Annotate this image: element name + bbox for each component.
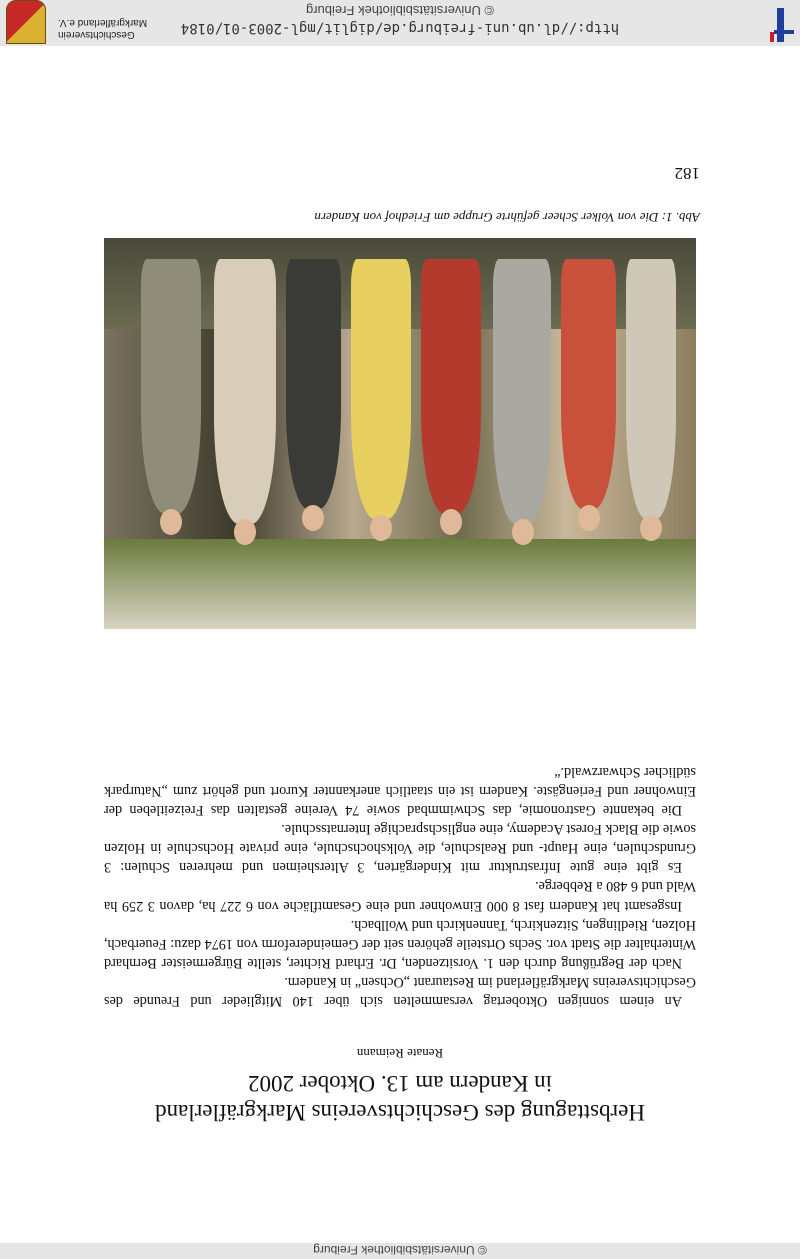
person-figure xyxy=(421,259,481,514)
title-line: Herbsttagung des Geschichtsvereins Markgräflerland xyxy=(155,1100,645,1125)
person-figure xyxy=(351,259,411,519)
person-head xyxy=(234,519,256,545)
copyright-text: © Universitätsbibliothek Freiburg xyxy=(305,3,495,18)
paragraph: An einem sonnigen Oktobertag versammelten sich über 140 Mitglieder und Freunde des Geschichtsvereins Markgräflerland im Restaurant „Ochsen“ in Kandern. xyxy=(104,973,696,1009)
group-photo xyxy=(104,238,696,629)
paragraph: Nach der Begrüßung durch den 1. Vorsitzenden, Dr. Erhard Richter, stellte Bürgermeister Bernhard Winterhalter die Stadt vor. Sechs Ortsteile gehören seit der Gemeindereform von 1974 dazu: Feuerbach, Holzen, Riedlingen, Sitzenkirch, Tannenkirch und Wollbach. xyxy=(104,916,696,971)
person-head xyxy=(302,505,324,531)
article-author: Renate Reimann xyxy=(356,1046,444,1061)
article-title xyxy=(104,1069,696,1127)
paragraph: Insgesamt hat Kandern fast 8 000 Einwohner und eine Gesamtfläche von 6 227 ha, davon 3 259 ha Wald und 6 480 a Rebberge. xyxy=(104,878,696,914)
page-number: 182 xyxy=(674,164,700,183)
person-head xyxy=(578,505,600,531)
top-bar xyxy=(0,1243,800,1259)
person-figure xyxy=(493,259,551,524)
society-name: Geschichtsverein Markgräflerland e.V. xyxy=(58,17,148,40)
article-body xyxy=(104,762,696,1010)
footer-bar xyxy=(0,0,800,46)
person-head xyxy=(440,509,462,535)
person-head xyxy=(640,515,662,541)
person-figure xyxy=(286,259,341,509)
coat-of-arms-icon xyxy=(6,0,46,44)
person-figure xyxy=(626,259,676,519)
paragraph: Die bekannte Gastronomie, das Schwimmbad sowie 74 Vereine gestalten das Freizeitleben der Einwohner und Feriengäste. Kandern ist ein staatlich anerkannter Kurort und gehört zum „Naturpark südlicher Schwarzwald.“ xyxy=(104,763,696,819)
person-figure xyxy=(561,259,616,509)
person-figure xyxy=(214,259,276,524)
person-head xyxy=(370,515,392,541)
person-figure xyxy=(141,259,201,514)
document-url[interactable]: http://dl.ub.uni-freiburg.de/diglit/mgl-2003-01/0184 xyxy=(180,20,620,36)
society-logo xyxy=(6,2,176,44)
title-line: in Kandern am 13. Oktober 2002 xyxy=(247,1071,553,1096)
person-head xyxy=(512,519,534,545)
figure-caption: Abb. 1: Die von Volker Scheer geführte Gruppe am Friedhof von Kandern xyxy=(314,210,700,225)
top-bar-text: © Universitätsbibliothek Freiburg xyxy=(313,1243,487,1257)
photo-sky xyxy=(104,539,696,629)
person-head xyxy=(160,509,182,535)
paragraph: Es gibt eine gute Infrastruktur mit Kindergärten, 3 Altersheimen und mehreren Schulen: 3 Grundschulen, eine Haupt- und Realschule, die Volkshochschule, eine private Hochschule in Holzen sowie die Black Forest Academy, eine englischsprachige Internatsschule. xyxy=(104,821,696,876)
